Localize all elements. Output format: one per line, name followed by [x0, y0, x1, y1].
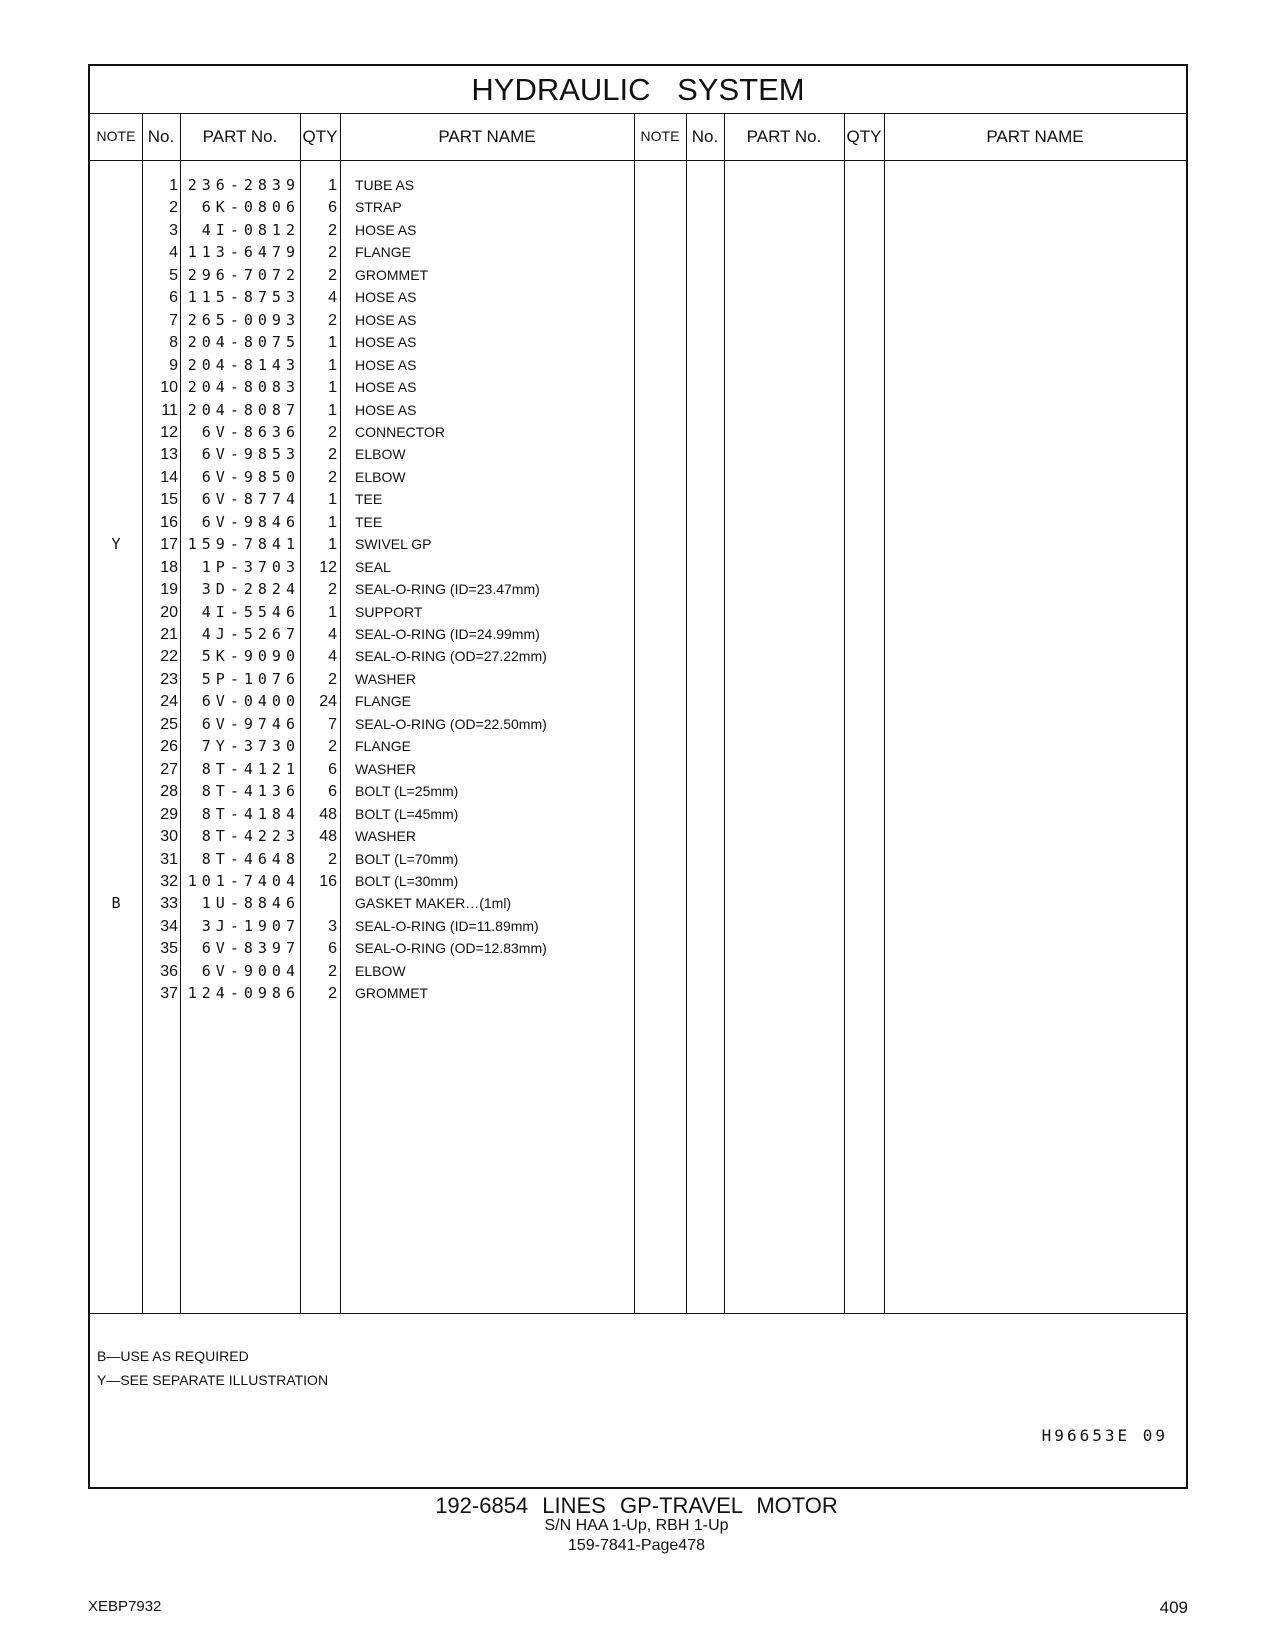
table-row [90, 399, 1186, 422]
cell-qty: 2 [328, 266, 337, 284]
cell-qty: 1 [328, 379, 337, 397]
cell-part: 5P-1076 [201, 669, 300, 688]
table-row [90, 533, 1186, 556]
cell-qty: 1 [328, 536, 337, 554]
cell-name: GROMMET [355, 985, 429, 1002]
cell-qty: 2 [328, 738, 337, 756]
table-row [90, 848, 1186, 871]
cell-part: 6V-8774 [201, 490, 300, 509]
cell-note [90, 219, 142, 242]
cell-part: 6V-0400 [201, 692, 300, 711]
header-no: No. [147, 127, 175, 146]
cell-part: 6V-9004 [201, 961, 300, 980]
cell-name: ELBOW [355, 962, 406, 979]
cell-part: 113-6479 [187, 243, 300, 262]
cell-part: 204-8087 [187, 400, 300, 419]
cell-part: 6V-9846 [201, 512, 300, 531]
cell-part: 296-7072 [187, 265, 300, 284]
table-row [90, 219, 1186, 242]
page-number: 409 [1159, 1598, 1188, 1617]
table-row [90, 354, 1186, 377]
cell-note [90, 960, 142, 983]
cell-part: 115-8753 [187, 288, 300, 307]
cell-name: SEAL [355, 558, 391, 575]
cell-part: 1U-8846 [201, 894, 300, 913]
cell-note [90, 825, 142, 848]
cell-name: ELBOW [355, 446, 406, 463]
table-row [90, 960, 1186, 983]
cell-qty: 1 [328, 603, 337, 621]
table-row [90, 309, 1186, 332]
table-row [90, 668, 1186, 691]
table-row [90, 892, 1186, 915]
cell-note [90, 511, 142, 534]
table-row [90, 286, 1186, 309]
cell-note [90, 466, 142, 489]
legend-b: B—USE AS REQUIRED [97, 1348, 249, 1364]
table-row [90, 511, 1186, 534]
cell-part: 8T-4136 [201, 782, 300, 801]
cell-name: HOSE AS [355, 289, 417, 306]
cell-part: 6V-8636 [201, 422, 300, 441]
cell-note [90, 578, 142, 601]
cell-name: HOSE AS [355, 379, 417, 396]
cell-qty: 2 [328, 985, 337, 1003]
table-row [90, 713, 1186, 736]
cell-qty: 7 [328, 715, 337, 733]
cell-part: 236-2839 [187, 176, 300, 194]
table-row [90, 690, 1186, 713]
cell-note [90, 196, 142, 219]
cell-note [90, 982, 142, 1005]
cell-note [90, 309, 142, 332]
cell-name: WASHER [355, 670, 416, 687]
table-row [90, 376, 1186, 399]
table-row [90, 578, 1186, 601]
table-row [90, 937, 1186, 960]
cell-part: 8T-4121 [201, 759, 300, 778]
table-row [90, 870, 1186, 893]
cell-name: BOLT (L=70mm) [355, 850, 459, 867]
cell-qty: 2 [328, 962, 337, 980]
cell-name: TUBE AS [355, 177, 415, 193]
cell-note [90, 645, 142, 668]
cell-name: HOSE AS [355, 221, 417, 238]
cell-no: 25 [160, 715, 178, 733]
cell-qty: 2 [328, 244, 337, 262]
serial-range: S/N HAA 1-Up, RBH 1-Up [544, 1517, 729, 1534]
header-qty-right: QTY [846, 127, 882, 146]
cell-note [90, 848, 142, 871]
cell-no: 19 [160, 581, 178, 599]
table-row [90, 488, 1186, 511]
cell-no: 21 [160, 626, 178, 643]
cell-qty: 24 [319, 693, 337, 711]
cell-name: SEAL-O-RING (ID=23.47mm) [355, 581, 540, 598]
table-row [90, 331, 1186, 354]
cell-name: SWIVEL GP [355, 536, 432, 553]
table-row [90, 601, 1186, 624]
table-row [90, 735, 1186, 758]
table-row [90, 825, 1186, 848]
cell-no: 7 [169, 311, 178, 329]
cell-note [90, 713, 142, 736]
page-reference: 159-7841-Page478 [567, 1537, 705, 1554]
cell-name: BOLT (L=25mm) [355, 783, 459, 800]
cell-note [90, 690, 142, 713]
cell-no: 30 [160, 828, 178, 846]
cell-no: 37 [160, 985, 178, 1003]
cell-part: 6V-8397 [201, 939, 300, 958]
cell-no: 34 [160, 917, 178, 935]
cell-name: ELBOW [355, 468, 406, 485]
header-note: NOTE [96, 128, 136, 144]
table-row [90, 780, 1186, 803]
cell-qty: 3 [328, 917, 337, 935]
cell-note [90, 780, 142, 803]
cell-name: SEAL-O-RING (ID=24.99mm) [355, 626, 540, 642]
table-row [90, 264, 1186, 287]
cell-qty: 12 [319, 558, 337, 576]
cell-name: BOLT (L=30mm) [355, 872, 459, 889]
cell-no: 1 [169, 177, 178, 194]
header-note-right: NOTE [640, 128, 680, 144]
cell-note [90, 174, 142, 197]
cell-part: 3D-2824 [201, 580, 300, 599]
cell-name: FLANGE [355, 738, 412, 755]
cell-qty: 2 [328, 850, 337, 868]
cell-no: 11 [161, 401, 178, 419]
cell-no: 32 [160, 872, 178, 890]
cell-note [90, 241, 142, 264]
cell-qty: 2 [328, 446, 337, 464]
cell-part: 265-0093 [187, 310, 300, 329]
table-header [90, 113, 1186, 161]
table-row [90, 421, 1186, 444]
cell-no: 22 [160, 648, 178, 666]
header-part-name-right: PART NAME [986, 127, 1084, 146]
cell-no: 5 [169, 266, 178, 284]
cell-note [90, 556, 142, 579]
parts-table-frame [88, 64, 1188, 1489]
cell-note [90, 915, 142, 938]
cell-no: 29 [160, 805, 178, 823]
cell-qty: 2 [328, 581, 337, 599]
cell-qty: 48 [319, 828, 337, 846]
cell-part: 6V-9850 [201, 467, 300, 486]
cell-qty: 48 [319, 805, 337, 823]
cell-qty: 1 [328, 356, 337, 374]
section-title: HYDRAULIC SYSTEM [90, 66, 1186, 114]
cell-no: 6 [169, 289, 178, 307]
cell-part: 124-0986 [187, 984, 300, 1003]
cell-note [90, 331, 142, 354]
cell-no: 24 [160, 693, 178, 711]
cell-no: 33 [160, 895, 178, 913]
cell-no: 27 [160, 760, 178, 778]
cell-note [90, 488, 142, 511]
cell-no: 17 [160, 536, 178, 554]
cell-note [90, 623, 142, 646]
cell-note [90, 443, 142, 466]
cell-note [90, 735, 142, 758]
cell-name: SEAL-O-RING (OD=27.22mm) [355, 648, 547, 665]
table-row [90, 443, 1186, 466]
cell-no: 2 [169, 199, 178, 217]
table-row [90, 645, 1186, 668]
cell-no: 8 [169, 334, 178, 352]
cell-part: 6V-9853 [201, 445, 300, 464]
cell-note [90, 264, 142, 287]
cell-note [90, 376, 142, 399]
cell-qty: 6 [328, 199, 337, 217]
cell-name: FLANGE [355, 693, 412, 710]
cell-qty: 2 [328, 423, 337, 441]
cell-name: TEE [355, 491, 383, 508]
cell-no: 15 [160, 491, 178, 509]
cell-part: 4I-5546 [201, 602, 300, 621]
cell-note [90, 421, 142, 444]
cell-note: B [111, 894, 121, 913]
header-no-right: No. [691, 127, 719, 146]
cell-part: 6V-9746 [201, 714, 300, 733]
cell-qty: 1 [328, 491, 337, 509]
cell-qty: 4 [328, 289, 337, 307]
cell-note [90, 758, 142, 781]
group-title: 192-6854 LINES GP-TRAVEL MOTOR [435, 1493, 838, 1518]
cell-name: BOLT (L=45mm) [355, 805, 459, 822]
table-row [90, 623, 1186, 646]
cell-no: 36 [160, 962, 178, 980]
cell-no: 23 [160, 670, 178, 688]
legend-y: Y—SEE SEPARATE ILLUSTRATION [97, 1372, 329, 1388]
cell-no: 35 [160, 940, 178, 958]
cell-qty: 4 [328, 648, 337, 666]
cell-part: 8T-4648 [201, 849, 300, 868]
cell-no: 18 [160, 558, 178, 576]
cell-part: 4J-5267 [201, 625, 300, 643]
cell-name: GASKET MAKER…(1ml) [355, 895, 512, 912]
table-row [90, 982, 1186, 1005]
cell-qty: 6 [328, 760, 337, 778]
cell-note [90, 668, 142, 691]
cell-qty: 1 [328, 401, 337, 419]
header-part-no: PART No. [202, 127, 278, 146]
cell-no: 10 [160, 379, 178, 397]
cell-name: TEE [355, 513, 383, 530]
cell-no: 28 [160, 783, 178, 801]
cell-part: 7Y-3730 [201, 737, 300, 756]
cell-part: 8T-4223 [201, 827, 300, 846]
cell-note [90, 601, 142, 624]
cell-name: STRAP [355, 199, 402, 216]
cell-no: 14 [160, 468, 178, 486]
document-id: XEBP7932 [88, 1598, 162, 1615]
cell-part: 5K-9090 [201, 647, 300, 666]
header-part-name: PART NAME [438, 127, 536, 146]
table-row [90, 196, 1186, 219]
cell-name: HOSE AS [355, 401, 417, 418]
table-row [90, 466, 1186, 489]
cell-name: HOSE AS [355, 334, 417, 351]
cell-no: 4 [169, 244, 178, 262]
cell-note [90, 870, 142, 893]
cell-qty: 2 [328, 468, 337, 486]
cell-no: 12 [160, 423, 178, 441]
cell-qty: 6 [328, 783, 337, 801]
table-row [90, 915, 1186, 938]
cell-name: CONNECTOR [355, 423, 445, 440]
cell-part: 6K-0806 [201, 198, 300, 217]
cell-part: 3J-1907 [201, 916, 300, 935]
cell-qty: 6 [328, 940, 337, 958]
cell-note: Y [111, 535, 121, 554]
cell-part: 101-7404 [187, 871, 300, 890]
table-row [90, 803, 1186, 826]
cell-no: 26 [160, 738, 178, 756]
cell-part: 159-7841 [187, 535, 300, 554]
table-row [90, 758, 1186, 781]
cell-no: 13 [160, 446, 178, 464]
cell-part: 8T-4184 [201, 804, 300, 823]
cell-no: 31 [160, 850, 178, 868]
cell-name: SEAL-O-RING (OD=22.50mm) [355, 715, 547, 732]
cell-name: GROMMET [355, 266, 429, 283]
cell-qty: 1 [328, 177, 337, 194]
table-bottom-rule [90, 1313, 1186, 1314]
cell-part: 204-8143 [187, 355, 300, 374]
cell-name: SEAL-O-RING (OD=12.83mm) [355, 940, 547, 957]
table-row [90, 174, 1186, 197]
cell-name: WASHER [355, 828, 416, 845]
cell-qty [301, 892, 337, 915]
cell-name: SUPPORT [355, 603, 423, 620]
cell-qty: 2 [328, 670, 337, 688]
cell-part: 204-8075 [187, 333, 300, 352]
cell-no: 3 [169, 221, 178, 239]
header-part-no-right: PART No. [746, 127, 822, 146]
cell-qty: 4 [328, 626, 337, 643]
cell-note [90, 803, 142, 826]
cell-note [90, 399, 142, 422]
cell-qty: 2 [328, 221, 337, 239]
cell-name: FLANGE [355, 244, 412, 261]
cell-part: 1P-3703 [201, 557, 300, 576]
cell-no: 16 [160, 513, 178, 531]
cell-note [90, 286, 142, 309]
cell-qty: 1 [328, 513, 337, 531]
cell-note [90, 937, 142, 960]
header-qty: QTY [302, 127, 338, 146]
cell-no: 20 [160, 603, 178, 621]
illustration-code: H96653E 09 [1041, 1426, 1168, 1445]
cell-name: HOSE AS [355, 356, 417, 373]
table-row [90, 241, 1186, 264]
cell-qty: 2 [328, 311, 337, 329]
cell-qty: 16 [319, 872, 337, 890]
cell-note [90, 354, 142, 377]
cell-qty: 1 [328, 334, 337, 352]
cell-name: SEAL-O-RING (ID=11.89mm) [355, 917, 539, 934]
cell-name: WASHER [355, 760, 416, 777]
table-row [90, 556, 1186, 579]
cell-name: HOSE AS [355, 311, 417, 328]
cell-no: 9 [169, 356, 178, 374]
cell-part: 4I-0812 [201, 220, 300, 239]
cell-part: 204-8083 [187, 378, 300, 397]
